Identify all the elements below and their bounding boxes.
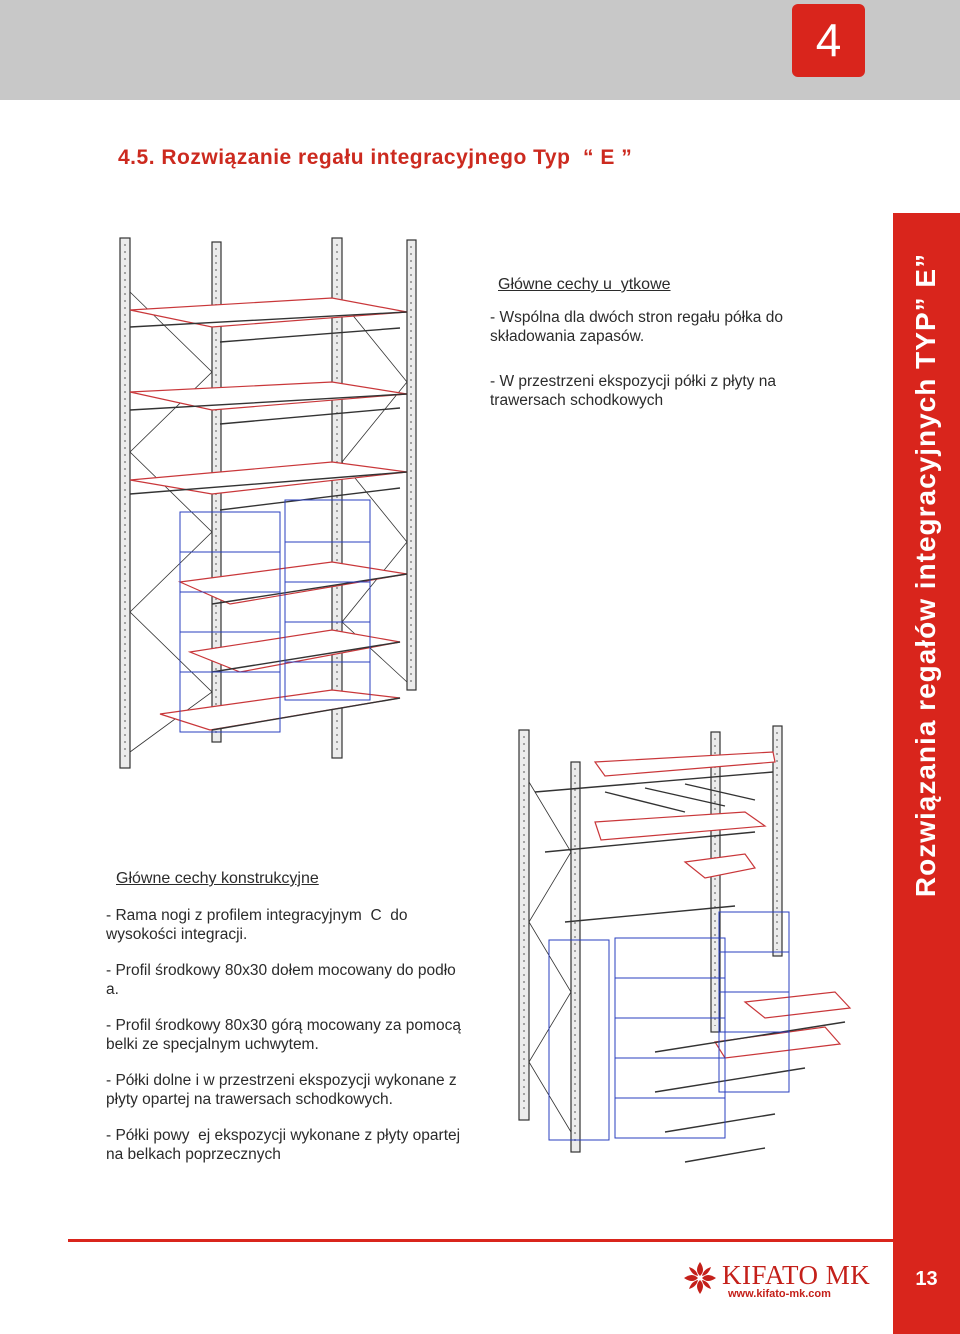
construction-paragraph: - Półki dolne i w przestrzeni ekspozycji wykonane z płyty opartej na trawersach schodkowych. <box>106 1072 461 1108</box>
usage-features <box>490 276 850 436</box>
construction-features <box>106 870 476 1181</box>
footer-rule <box>68 1239 893 1242</box>
section-title: 4.5. Rozwiązanie regału integracyjnego Typ “ E ” <box>118 146 633 169</box>
logo-mark-icon <box>682 1260 718 1296</box>
construction-paragraph: - Profil środkowy 80x30 dołem mocowany do podło a. <box>106 962 465 998</box>
construction-paragraph: - Rama nogi z profilem integracyjnym C do wysokości integracji. <box>106 907 412 943</box>
rack-drawing-exploded <box>505 722 865 1182</box>
rack-drawing-assembled <box>100 232 440 780</box>
usage-paragraph: - Wspólna dla dwóch stron regału półka do składowania zapasów. <box>490 309 788 345</box>
usage-heading: Główne cechy u ytkowe <box>498 276 671 293</box>
side-title: Rozwiązania regałów integracyjnych TYP” E” <box>910 252 941 898</box>
chapter-badge: 4 <box>792 4 865 77</box>
usage-paragraph: - W przestrzeni ekspozycji półki z płyty na trawersach schodkowych <box>490 373 781 409</box>
company-logo <box>682 1258 882 1304</box>
page-number: 13 <box>915 1268 938 1290</box>
construction-paragraph: - Profil środkowy 80x30 górą mocowany za pomocą belki ze specjalnym uchwytem. <box>106 1017 466 1053</box>
construction-paragraph: - Półki powy ej ekspozycji wykonane z płyty opartej na belkach poprzecznych <box>106 1127 465 1163</box>
logo-url[interactable]: www.kifato-mk.com <box>728 1288 831 1300</box>
logo-name: KIFATO MK <box>722 1260 871 1290</box>
construction-heading: Główne cechy konstrukcyjne <box>116 870 319 887</box>
